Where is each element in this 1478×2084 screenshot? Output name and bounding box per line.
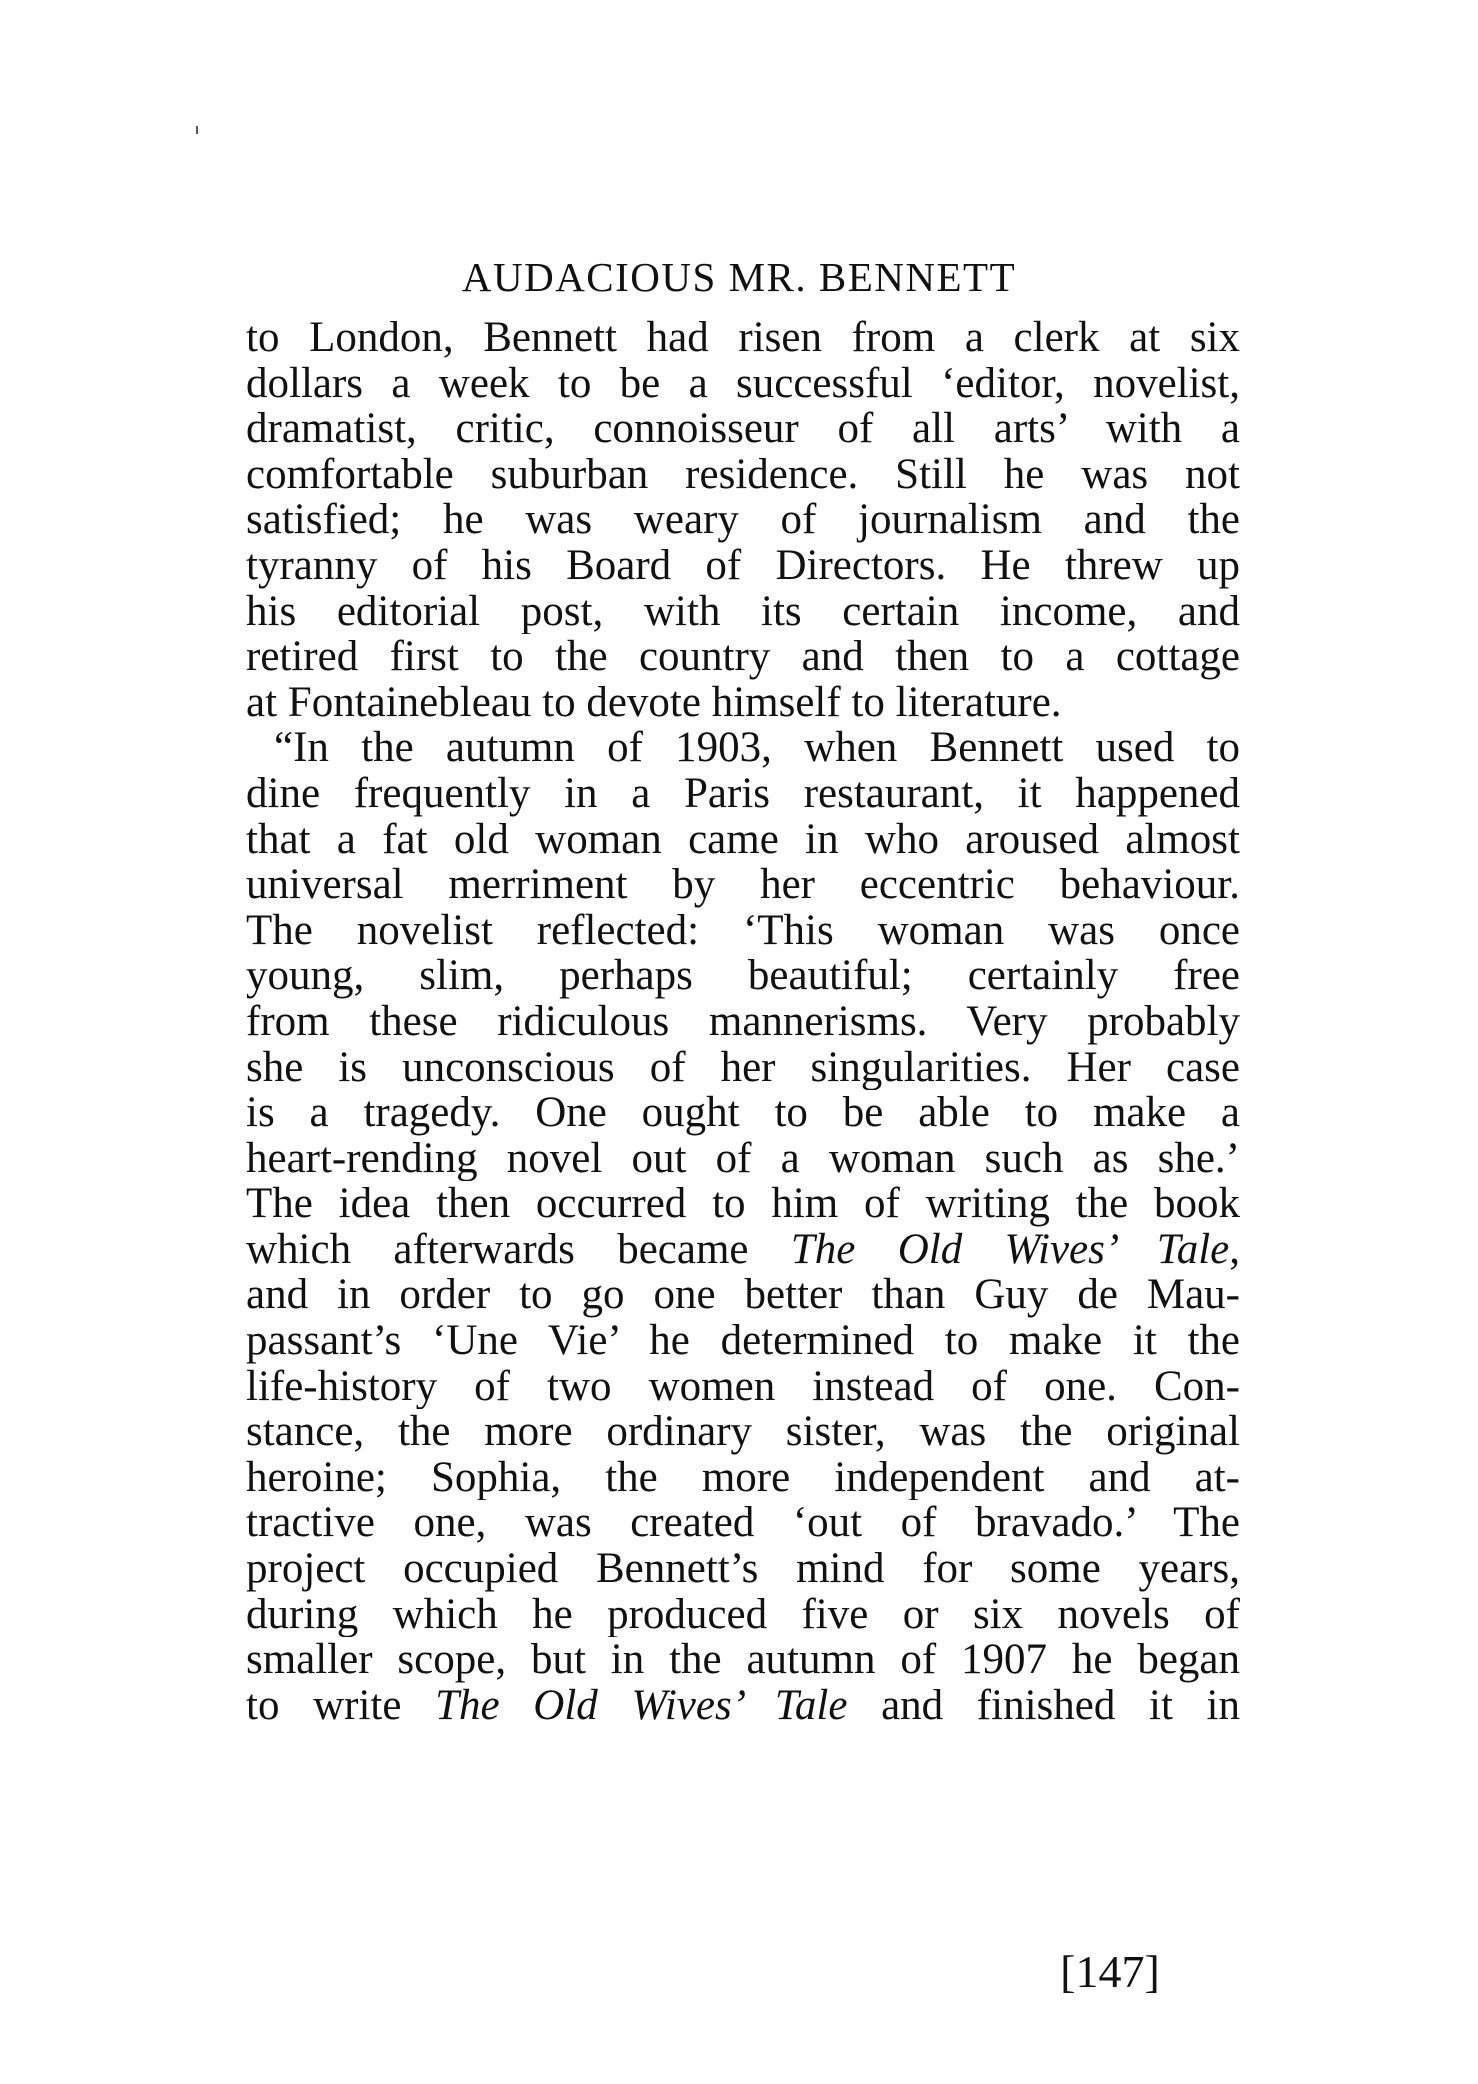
text-line: dramatist, critic, connoisseur of all arts’ with a <box>246 406 1240 452</box>
text-line: dine frequently in a Paris restaurant, it happened <box>246 770 1240 817</box>
running-head: AUDACIOUS MR. BENNETT <box>461 254 1017 300</box>
text-line: satisfied; he was weary of journalism and the <box>246 497 1240 543</box>
text-line: comfortable suburban residence. Still he was not <box>246 451 1240 498</box>
text-line: The novelist reflected: ‘This woman was once <box>246 907 1240 954</box>
text-line: retired first to the country and then to a cottage <box>246 634 1240 680</box>
text-line: universal merriment by her eccentric behaviour. <box>246 862 1240 908</box>
text-line: which afterwards became The Old Wives’ Tale, <box>246 1226 1240 1273</box>
text-line: is a tragedy. One ought to be able to make a <box>246 1090 1240 1136</box>
text-line: she is unconscious of her singularities. Her case <box>246 1044 1240 1091</box>
text-line: and in order to go one better than Guy de Mau- <box>246 1272 1240 1319</box>
page-speck <box>196 126 198 134</box>
book-title-italic: The Old Wives’ Tale <box>790 1226 1230 1273</box>
text-line: stance, the more ordinary sister, was the original <box>246 1409 1240 1455</box>
text-line: during which he produced five or six novels of <box>246 1591 1240 1638</box>
text-line: “In the autumn of 1903, when Bennett used to <box>274 725 1240 771</box>
text-line: dollars a week to be a successful ‘editor, novelist, <box>246 360 1240 407</box>
text-line: to write The Old Wives’ Tale and finished it in <box>246 1682 1240 1729</box>
text-line: project occupied Bennett’s mind for some years, <box>246 1546 1240 1592</box>
text-line: heart-rending novel out of a woman such as she.’ <box>246 1135 1240 1182</box>
text-line: tractive one, was created ‘out of bravado.’ The <box>246 1500 1240 1547</box>
text-line: passant’s ‘Une Vie’ he determined to make it the <box>246 1318 1240 1364</box>
text-line: heroine; Sophia, the more independent and at- <box>246 1454 1240 1501</box>
text-line: that a fat old woman came in who aroused almost <box>246 816 1240 863</box>
text-line: from these ridiculous mannerisms. Very probably <box>246 998 1240 1045</box>
text-line: smaller scope, but in the autumn of 1907 he began <box>246 1637 1240 1683</box>
text-line: at Fontainebleau to devote himself to literature. <box>246 679 1062 726</box>
text-line: The idea then occurred to him of writing the book <box>246 1181 1240 1227</box>
text-line: to London, Bennett had risen from a clerk at six <box>246 315 1240 361</box>
body-text <box>246 315 1240 1728</box>
text-line: life-history of two women instead of one. Con- <box>246 1363 1240 1410</box>
book-title-italic: The Old Wives’ Tale <box>435 1682 848 1729</box>
text-line: tyranny of his Board of Directors. He threw up <box>246 542 1240 589</box>
text-line: his editorial post, with its certain income, and <box>246 588 1240 635</box>
text-line: young, slim, perhaps beautiful; certainly free <box>246 953 1240 999</box>
page-number: [147] <box>1060 1946 1160 1997</box>
